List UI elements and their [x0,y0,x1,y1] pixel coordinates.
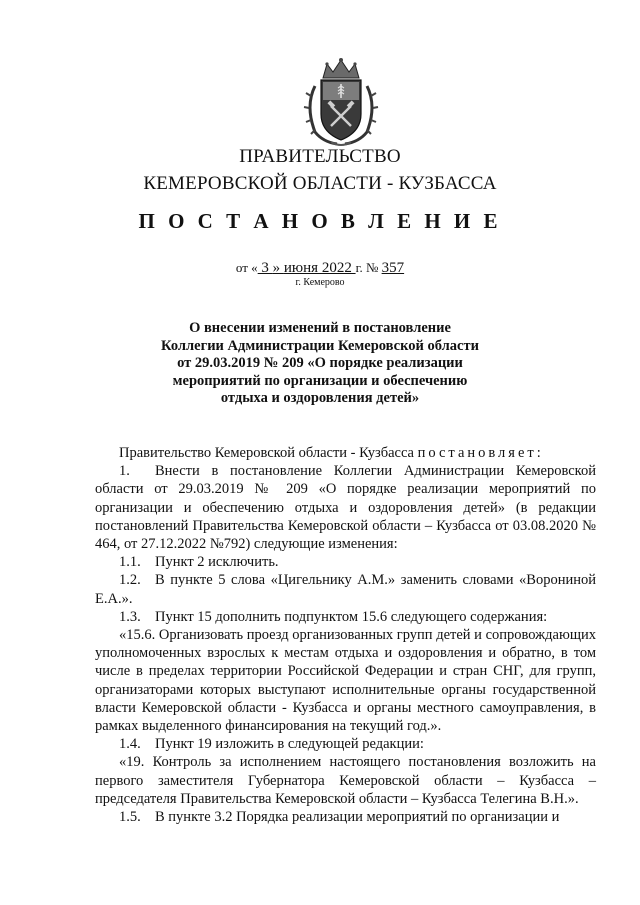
intro-decree-word: постановляет: [417,445,544,461]
paragraph-text: Пункт 15 дополнить подпунктом 15.6 следующего содержания: [155,608,548,625]
document-body [95,444,596,826]
paragraph-text: В пункте 5 слова «Цигельнику А.М.» заменить словами «Ворониной Е.А.». [95,572,596,607]
paragraph-number: 1. [119,463,130,480]
paragraph-number: 1.3. [119,608,141,625]
date-day: 3 [257,260,273,276]
paragraph-1-1 [95,553,596,571]
paragraph-1-2 [95,571,596,607]
paragraph-1-3 [95,608,596,626]
paragraph-text: Внести в постановление Коллегии Администрации Кемеровской области от 29.03.2019 № 209 «О порядке реализации мероприятий по организации и обеспечению отдыха и оздоровления детей» (в редакции постановлений Правительства Кемеровской области – Кузбасса от 03.08.2020 № 464, от 27.12.2022 №792) следующие изменения: [95,463,596,553]
paragraph-text: Пункт 2 исключить. [155,554,279,571]
intro-text: Правительство Кемеровской области - Кузбасса [119,445,418,461]
paragraph-number: 1.2. [119,572,141,589]
org-name-line2: КЕМЕРОВСКОЙ ОБЛАСТИ - КУЗБАССА [143,173,497,194]
date-quote-close: » [272,260,284,276]
paragraph-1 [95,462,596,553]
document-number: 357 [381,260,405,276]
kemerovo-coat-of-arms-icon [301,56,381,148]
document-city: г. Кемерово [295,277,345,288]
paragraph-1-4 [95,735,596,753]
date-suffix: г. № [355,260,382,275]
paragraph-19: «19. Контроль за исполнением настоящего постановления возложить на первого заместителя Губернатора Кемеровской области – Кузбасса – председателя Правительства Кемеровской области – Кузбасса Телегина В.Н.». [95,754,596,807]
document-date-line [0,260,640,277]
paragraph-15-6: «15.6. Организовать проезд организованных групп детей и сопровождающих уполномоченных взрослых к местам отдыха и оздоровления и обратно, в том числе в пределах территории Российской Федерации и стран СНГ, для групп, организаторами которых выступают исполнительные органы государственной власти Кемеровской области - Кузбасса и органы местного самоуправления, в рамках выделенного финансирования на текущий год.». [95,627,596,735]
intro-paragraph [95,444,596,462]
paragraph-number: 1.4. [119,736,141,753]
paragraph-number: 1.1. [119,554,141,571]
paragraph-text: В пункте 3.2 Порядка реализации мероприятий по организации и [155,809,560,826]
paragraph-text: Пункт 19 изложить в следующей редакции: [155,736,424,753]
org-name-line1: ПРАВИТЕЛЬСТВО [239,146,401,167]
document-type-title: П О С Т А Н О В Л Е Н И Е [138,209,502,233]
date-prefix: от « [235,260,258,275]
document-subject: О внесении изменений в постановление Коллегии Администрации Кемеровской области от 29.03.2019 № 209 «О порядке реализации мероприятий по организации и обеспечению отдыха и оздоровления детей» [161,320,479,406]
paragraph-1-5 [95,808,596,826]
date-month-year: июня 2022 [283,260,356,276]
paragraph-number: 1.5. [119,809,141,826]
